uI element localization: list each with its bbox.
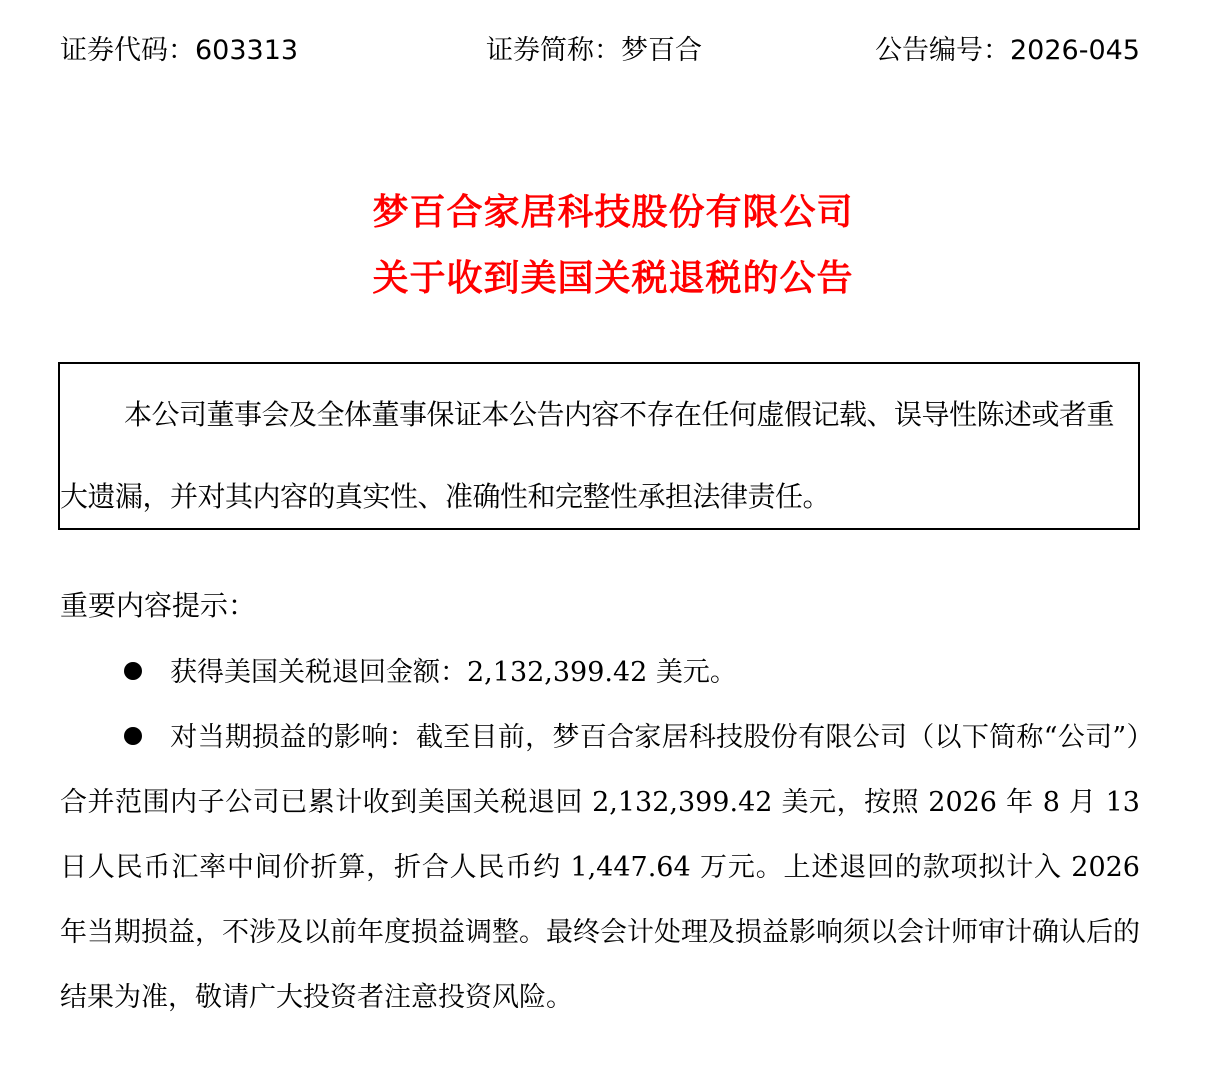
bullet-icon	[124, 727, 142, 745]
highlight-item-text: 对当期损益的影响：截至目前，梦百合家居科技股份有限公司（以下简称“公司”）合并范围内子公司已累计收到美国关税退回 2,132,399.42 美元，按照 2026 年 8 月 13 日人民币汇率中间价折算，折合人民币约 1,447.64 万元。上述退回的款项拟计入 2026 年当期损益，不涉及以前年度损益调整。最终会计处理及损益影响须以会计师审计确认后的结果为准，敬请广大投资者注意投资风险。	[60, 722, 1140, 1013]
highlight-item	[60, 640, 1140, 705]
highlight-item-text: 获得美国关税退回金额：2,132,399.42 美元。	[170, 657, 737, 688]
company-title: 梦百合家居科技股份有限公司	[372, 192, 854, 233]
stock-code: 证券代码：603313	[60, 35, 299, 66]
announcement-number: 公告编号：2026-045	[875, 35, 1140, 66]
announcement-header	[60, 28, 1140, 72]
bullet-icon	[124, 662, 142, 680]
highlights-title: 重要内容提示：	[60, 589, 257, 622]
board-statement-box	[58, 362, 1140, 530]
announcement-title: 关于收到美国关税退税的公告	[372, 258, 854, 299]
highlight-item	[60, 705, 1140, 1030]
stock-short-name: 证券简称：梦百合	[486, 35, 702, 66]
board-statement-text: 本公司董事会及全体董事保证本公告内容不存在任何虚假记载、误导性陈述或者重大遗漏，并对其内容的真实性、准确性和完整性承担法律责任。	[60, 398, 1115, 513]
